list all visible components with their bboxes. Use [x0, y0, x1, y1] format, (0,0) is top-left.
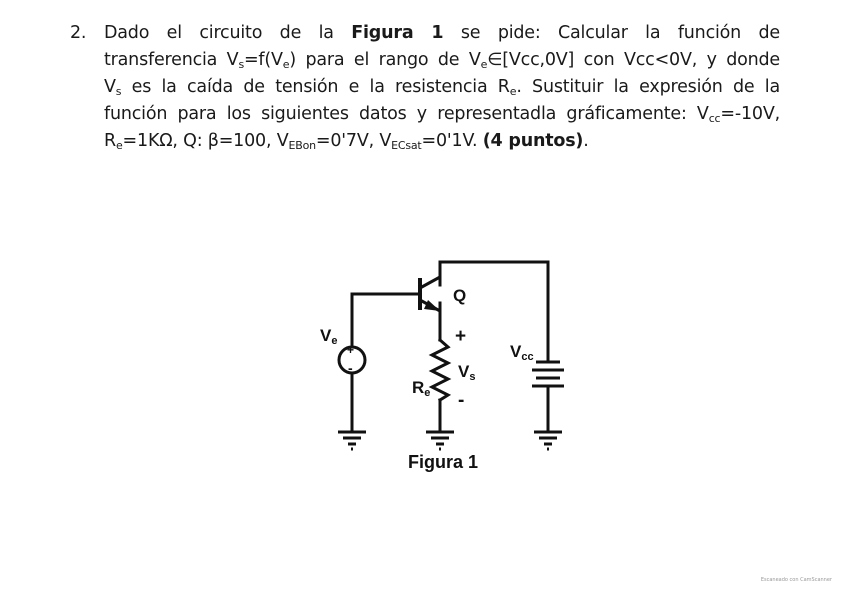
problem-line-5: $R_e=1K\Omega$, Q: β=100, $V_{EBon}=0'7V$, $V_{ECsat}=0'1V$. (4 puntos).	[104, 131, 589, 152]
vs-label: $V_s$	[458, 362, 476, 383]
circuit-diagram	[300, 250, 600, 480]
ve-minus-sign: -	[348, 360, 353, 376]
base-wire	[352, 294, 418, 396]
figure-caption: Figura 1	[408, 452, 479, 472]
problem-statement	[70, 20, 780, 155]
ground-symbol-right	[534, 432, 562, 449]
circuit-figure	[300, 250, 600, 480]
vs-plus-sign: +	[455, 326, 467, 347]
points-value: (4 puntos)	[482, 131, 584, 151]
problem-line-4: función para los siguientes datos y representadla gráficamente: $V_{cc}=-10V$,	[104, 104, 780, 125]
vs-minus-sign: -	[458, 390, 465, 411]
ve-label: $V_e$	[320, 326, 338, 347]
emitter-arrow	[424, 300, 440, 311]
ve-plus-sign: +	[347, 343, 355, 357]
vcc-label: $V_{cc}$	[510, 342, 534, 363]
problem-line-3: $V_s$ es la caída de tensión e la resistencia $R_e$. Sustituir la expresión de la	[104, 77, 780, 98]
ground-symbol-left	[338, 432, 366, 449]
ground-symbol-middle	[426, 432, 454, 449]
problem-line-1: 2. Dado el circuito de la Figura 1 se pide: Calcular la función de	[70, 20, 780, 47]
scanner-watermark: Escaneado con CamScanner	[760, 577, 832, 583]
re-label: $R_e$	[412, 378, 431, 399]
problem-line-2: transferencia $V_s=f(V_e)$ para el rango de $V_e\in[Vcc,0V]$ con Vcc<0V, y donde	[104, 50, 780, 71]
figure-reference: Figura 1	[351, 23, 444, 43]
problem-number: 2.	[70, 23, 87, 43]
transistor-label: Q	[453, 286, 467, 305]
re-resistor	[432, 340, 448, 400]
vcc-battery	[532, 362, 564, 386]
